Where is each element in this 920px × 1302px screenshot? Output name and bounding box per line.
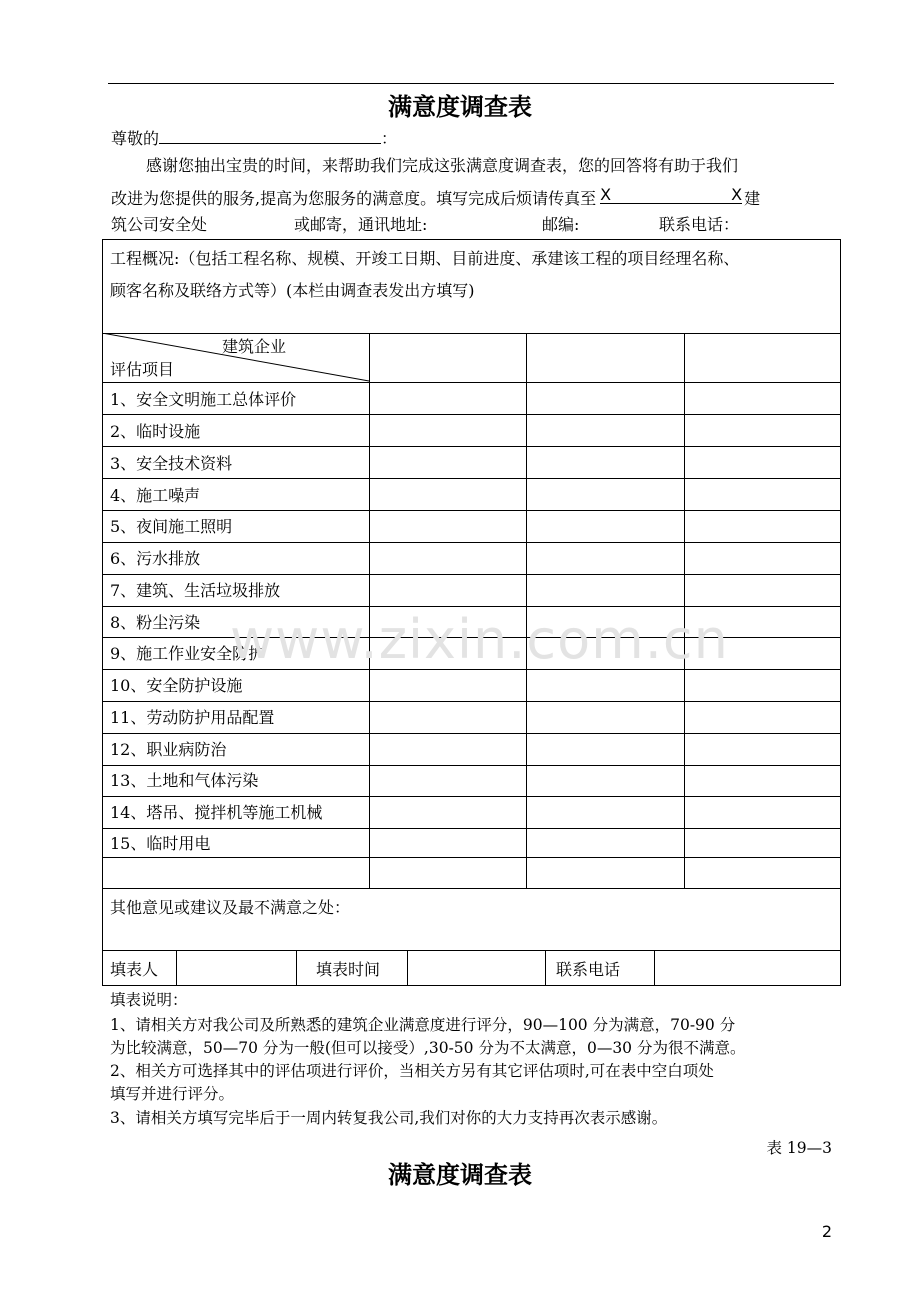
item-label: 6、污水排放 (110, 549, 201, 568)
intro-line-2-text: 改进为您提供的服务,提高为您服务的满意度。填写完成后烦请传真至 (111, 189, 597, 208)
page-title: 满意度调查表 (388, 93, 532, 121)
intro-line-3-c: 邮编: (542, 215, 580, 234)
table-rule (102, 796, 841, 797)
item-label: 1、安全文明施工总体评价 (110, 390, 297, 409)
project-overview-line-1: 工程概况:（包括工程名称、规模、开竣工日期、目前进度、承建该工程的项目经理名称、 (110, 249, 740, 268)
notes-title: 填表说明： (110, 991, 188, 1009)
footer-col-rule (407, 950, 408, 986)
table-rule (102, 857, 841, 858)
intro-line-2 (111, 187, 760, 208)
item-label: 8、粉尘污染 (110, 613, 201, 632)
top-rule (108, 83, 834, 84)
item-label: 7、建筑、生活垃圾排放 (110, 581, 281, 600)
fax-x-left: X (600, 185, 612, 204)
table-rule (102, 510, 841, 511)
greeting-colon: ： (381, 129, 398, 148)
table-rule (102, 765, 841, 766)
intro-line-2-end: 建 (744, 189, 761, 208)
item-label: 5、夜间施工照明 (110, 517, 233, 536)
footer-col-rule (654, 950, 655, 986)
item-label: 12、职业病防治 (110, 740, 227, 759)
header-company: 建筑企业 (222, 337, 287, 356)
note-2-line-2: 填写并进行评分。 (110, 1085, 235, 1103)
note-1-line-2: 为比较满意，50—70 分为一般(但可以接受）,30-50 分为不太满意，0—30 分为很不满意。 (110, 1039, 746, 1057)
repeated-title: 满意度调查表 (388, 1161, 532, 1189)
recipient-blank (159, 127, 381, 144)
note-1-line-1: 1、请相关方对我公司及所熟悉的建筑企业满意度进行评分，90—100 分为满意，70-90 分 (110, 1016, 736, 1034)
fill-time-label: 填表时间 (316, 960, 381, 979)
footer-col-rule (545, 950, 546, 986)
other-opinions-label: 其他意见或建议及最不满意之处： (110, 898, 351, 917)
item-label: 10、安全防护设施 (110, 676, 243, 695)
table-rule (102, 446, 841, 447)
table-rule (102, 828, 841, 829)
header-items: 评估项目 (110, 360, 175, 379)
table-rule (102, 414, 841, 415)
table-rule (102, 606, 841, 607)
greeting-label: 尊敬的 (111, 129, 160, 148)
greeting-line (111, 127, 397, 148)
contact-phone-label: 联系电话 (556, 960, 621, 979)
project-overview-line-2: 顾客名称及联络方式等）(本栏由调查表发出方填写) (110, 281, 475, 300)
item-label: 14、塔吊、搅拌机等施工机械 (110, 803, 323, 822)
item-label: 13、土地和气体污染 (110, 771, 259, 790)
item-label: 9、施工作业安全防护 (110, 644, 265, 663)
note-3: 3、请相关方填写完毕后于一周内转复我公司,我们对你的大力支持再次表示感谢。 (110, 1109, 668, 1127)
footer-col-rule (296, 950, 297, 986)
intro-line-3-d: 联系电话： (659, 215, 740, 234)
item-label: 2、临时设施 (110, 422, 201, 441)
table-rule (102, 888, 841, 889)
fax-x-right: X (731, 185, 743, 204)
table-rule (102, 542, 841, 543)
note-2-line-1: 2、相关方可选择其中的评估项进行评价，当相关方另有其它评估项时,可在表中空白项处 (110, 1062, 714, 1080)
table-rule (102, 950, 841, 951)
table-rule (102, 478, 841, 479)
table-rule (102, 701, 841, 702)
item-label: 11、劳动防护用品配置 (110, 708, 275, 727)
table-rule (102, 382, 841, 383)
page-number: 2 (821, 1222, 832, 1241)
item-label: 3、安全技术资料 (110, 454, 233, 473)
intro-line-3-a: 筑公司安全处 (111, 215, 208, 234)
footer-col-rule (176, 950, 177, 986)
intro-line-3-b: 或邮寄，通讯地址: (294, 215, 428, 234)
form-code: 表 19—3 (766, 1139, 832, 1157)
fax-blank (600, 187, 742, 204)
item-label: 15、临时用电 (110, 834, 211, 853)
table-rule (102, 733, 841, 734)
table-rule (102, 574, 841, 575)
filler-label: 填表人 (110, 960, 159, 979)
watermark: www.zixin.com.cn (230, 608, 729, 671)
intro-line-1: 感谢您抽出宝贵的时间，来帮助我们完成这张满意度调查表，您的回答将有助于我们 (146, 156, 739, 175)
item-label: 4、施工噪声 (110, 486, 201, 505)
